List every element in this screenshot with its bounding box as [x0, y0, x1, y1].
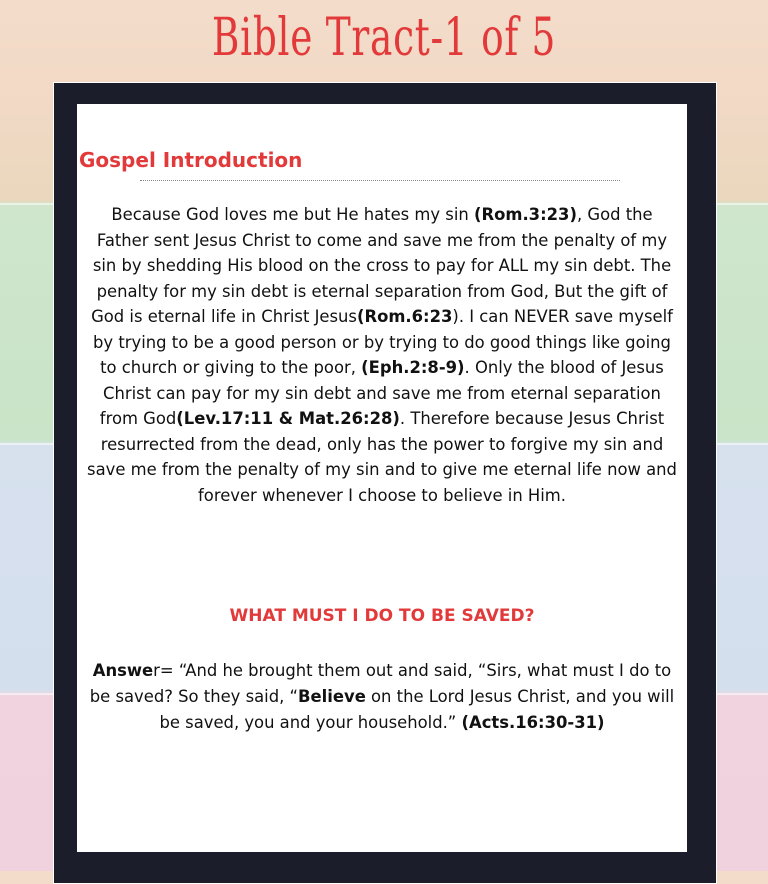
answer-label: Answe: [92, 661, 154, 680]
text-run: . Only the blood of Jesus Christ can pay for my sin debt and save me from eternal separation from God: [99, 358, 664, 428]
section-heading: Gospel Introduction: [79, 148, 303, 172]
text-run: Because God loves me but He hates my sin: [111, 205, 474, 224]
text-run: on the Lord Jesus Christ, and you will be saved, you and your household.”: [159, 687, 675, 732]
tract-page: [77, 104, 687, 852]
scripture-reference: (Acts.16:30-31): [461, 713, 605, 732]
text-run: . Therefore because Jesus Christ resurrected from the dead, only has the power to forgive my sin and save me from the penalty of my sin and to give me eternal life now and forever whenever I choose to believe in Him.: [87, 409, 677, 505]
answer-text: [83, 658, 681, 736]
gospel-introduction-text: [83, 202, 681, 508]
scripture-reference: (Eph.2:8-9): [361, 358, 465, 377]
heading-divider: [140, 180, 620, 181]
scripture-reference: (Rom.6:23: [356, 307, 453, 326]
scripture-reference: (Lev.17:11 & Mat.26:28): [176, 409, 400, 428]
text-run: ). I can NEVER save myself by trying to be a good person or by trying to do good things like going to church or giving to the poor,: [93, 307, 673, 377]
emphasis-word: Believe: [298, 687, 366, 706]
page-title: Bible Tract-1 of 5: [211, 8, 557, 68]
question-heading: WHAT MUST I DO TO BE SAVED?: [229, 606, 535, 626]
text-run: r= “And he brought them out and said, “Sirs, what must I do to be saved? So they said, “: [89, 661, 672, 706]
scripture-reference: (Rom.3:23): [474, 205, 577, 224]
text-run: , God the Father sent Jesus Christ to come and save me from the penalty of my sin by shedding His blood on the cross to pay for ALL my sin debt. The penalty for my sin debt is eternal separation from God, But the gift of God is eternal life in Christ Jesus: [91, 205, 672, 326]
